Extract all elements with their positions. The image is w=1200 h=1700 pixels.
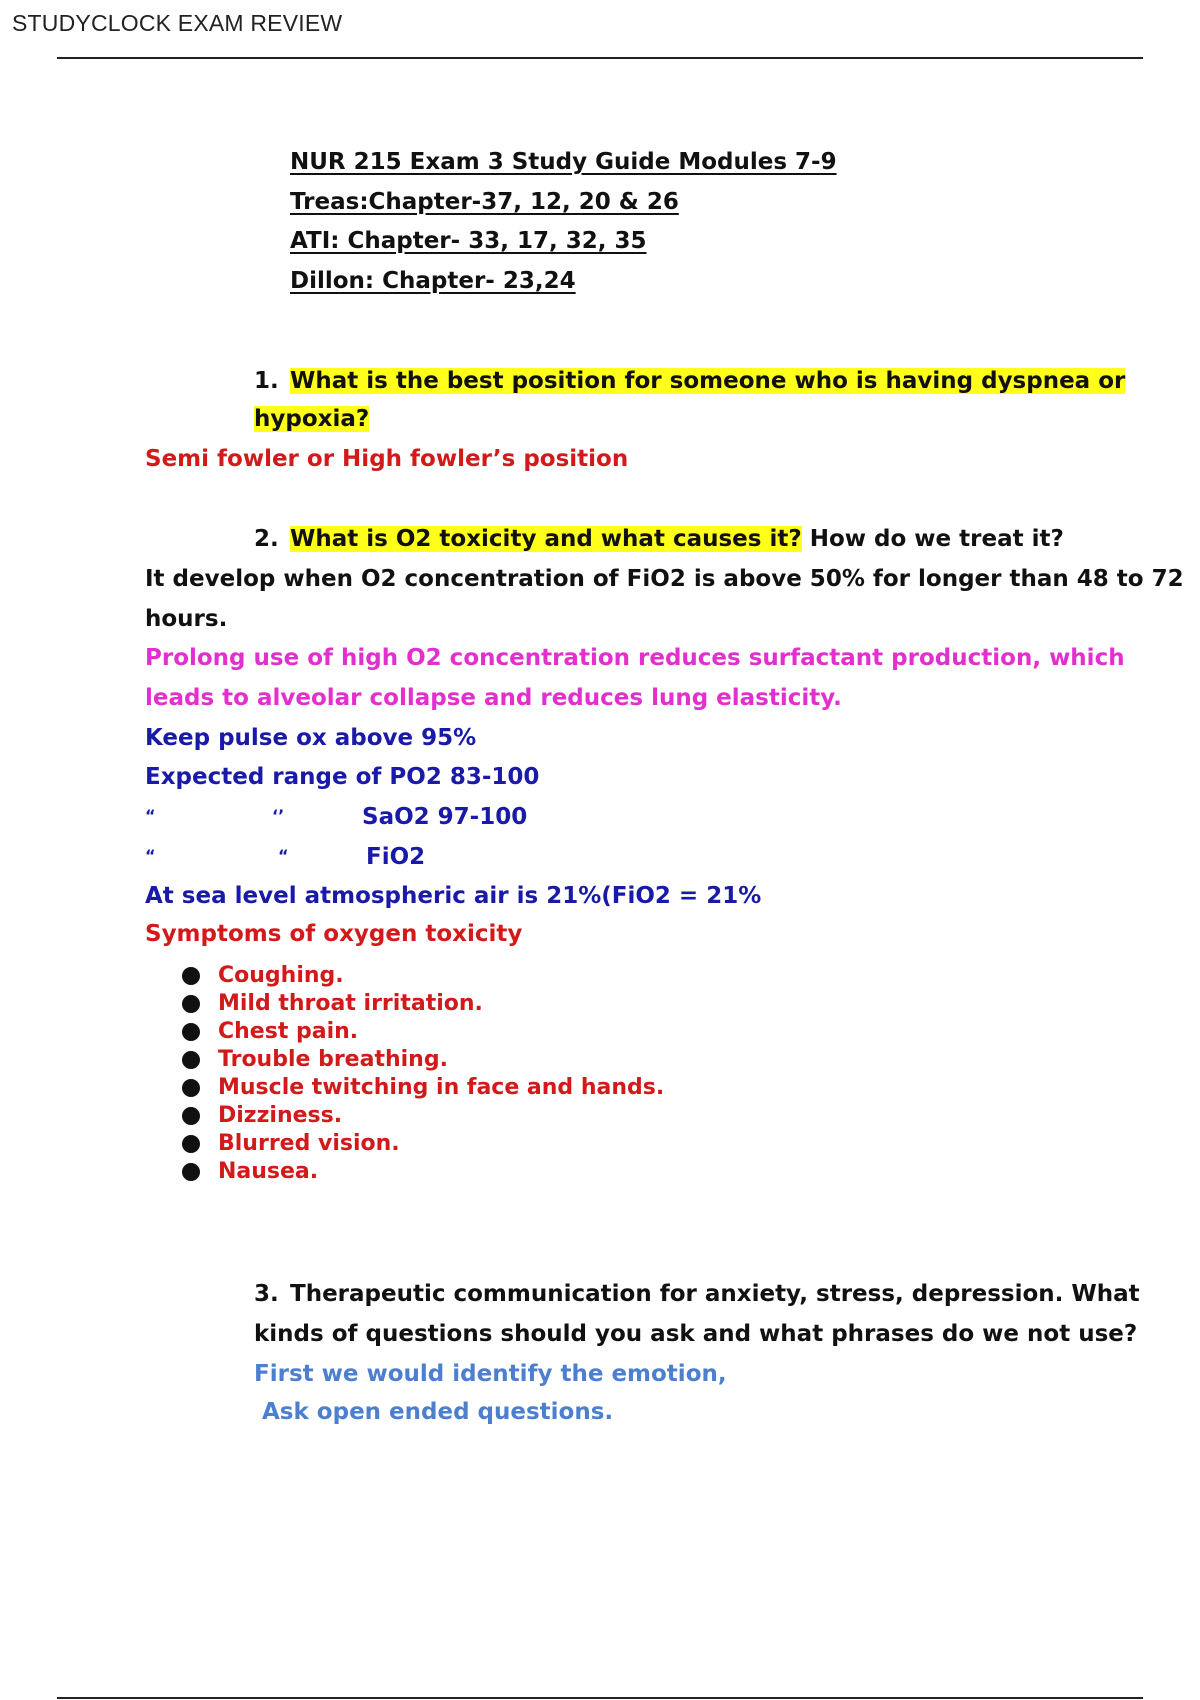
q2-cause-line1: Prolong use of high O2 concentration reduces surfactant production, which — [145, 645, 1125, 671]
q3-answer-line1: First we would identify the emotion, — [254, 1361, 727, 1387]
heading-line-treas: Treas:Chapter-37, 12, 20 & 26 — [290, 189, 679, 215]
bullet-icon — [182, 967, 200, 985]
bullet-icon — [182, 1023, 200, 1041]
q2-ditto-b2: “ — [278, 846, 289, 865]
q1-question-line2 — [254, 403, 369, 435]
q2-ditto-b1: “ — [145, 846, 156, 865]
heading-line-dillon: Dillon: Chapter- 23,24 — [290, 268, 576, 294]
bullet-icon — [182, 1107, 200, 1125]
list-item — [182, 1158, 664, 1186]
q2-answer-line2: hours. — [145, 606, 228, 632]
list-item — [182, 1130, 664, 1158]
bullet-icon — [182, 1135, 200, 1153]
list-item — [182, 1102, 664, 1130]
q2-ditto-a1: “ — [145, 806, 156, 825]
q1-question-text-1: What is the best position for someone who is having dyspnea or — [290, 368, 1126, 394]
q2-treat-pulse-ox: Keep pulse ox above 95% — [145, 725, 477, 751]
bullet-icon — [182, 995, 200, 1013]
list-item — [182, 1018, 664, 1046]
q1-answer: Semi fowler or High fowler’s position — [145, 446, 629, 472]
symptom-text: Dizziness. — [218, 1103, 343, 1128]
symptoms-list — [182, 962, 664, 1186]
q3-question-line2: kinds of questions should you ask and what phrases do we not use? — [254, 1321, 1138, 1347]
list-item — [182, 962, 664, 990]
q3-answer-line2: Ask open ended questions. — [254, 1399, 614, 1425]
q2-treat-sea-level: At sea level atmospheric air is 21%(FiO2 = 21% — [145, 883, 762, 909]
symptom-text: Mild throat irritation. — [218, 991, 483, 1016]
q2-treat-po2: Expected range of PO2 83-100 — [145, 764, 540, 790]
q2-symptoms-title: Symptoms of oxygen toxicity — [145, 921, 523, 947]
q2-ditto-a2: ‘’ — [272, 806, 285, 825]
bullet-icon — [182, 1079, 200, 1097]
symptom-text: Chest pain. — [218, 1019, 359, 1044]
heading-line-ati: ATI: Chapter- 33, 17, 32, 35 — [290, 228, 647, 254]
list-item — [182, 1074, 664, 1102]
q1-number: 1. — [254, 368, 279, 394]
list-item — [182, 990, 664, 1018]
q2-question-highlight: What is O2 toxicity and what causes it? — [290, 526, 802, 552]
bullet-icon — [182, 1163, 200, 1181]
header-divider — [57, 57, 1143, 59]
bullet-icon — [182, 1051, 200, 1069]
symptom-text: Muscle twitching in face and hands. — [218, 1075, 665, 1100]
q2-number: 2. — [254, 526, 279, 552]
q2-answer-line1: It develop when O2 concentration of FiO2 is above 50% for longer than 48 to 72 — [145, 566, 1184, 592]
q2-treat-sao2: SaO2 97-100 — [362, 804, 528, 830]
q1-question-line1 — [290, 365, 1125, 397]
q3-number: 3. — [254, 1281, 279, 1307]
q3-question-line1: Therapeutic communication for anxiety, stress, depression. What — [290, 1281, 1140, 1307]
q2-question-rest: How do we treat it? — [801, 526, 1064, 552]
heading-line-course: NUR 215 Exam 3 Study Guide Modules 7-9 — [290, 149, 837, 175]
symptom-text: Nausea. — [218, 1159, 319, 1184]
footer-divider — [57, 1697, 1143, 1699]
page-header-title: STUDYCLOCK EXAM REVIEW — [12, 10, 343, 36]
symptom-text: Blurred vision. — [218, 1131, 400, 1156]
q2-treat-fio2: FiO2 — [366, 844, 426, 870]
symptom-text: Trouble breathing. — [218, 1047, 448, 1072]
q2-cause-line2: leads to alveolar collapse and reduces lung elasticity. — [145, 685, 842, 711]
q1-question-text-2: hypoxia? — [254, 406, 370, 432]
list-item — [182, 1046, 664, 1074]
q2-question — [290, 523, 1064, 555]
symptom-text: Coughing. — [218, 963, 344, 988]
